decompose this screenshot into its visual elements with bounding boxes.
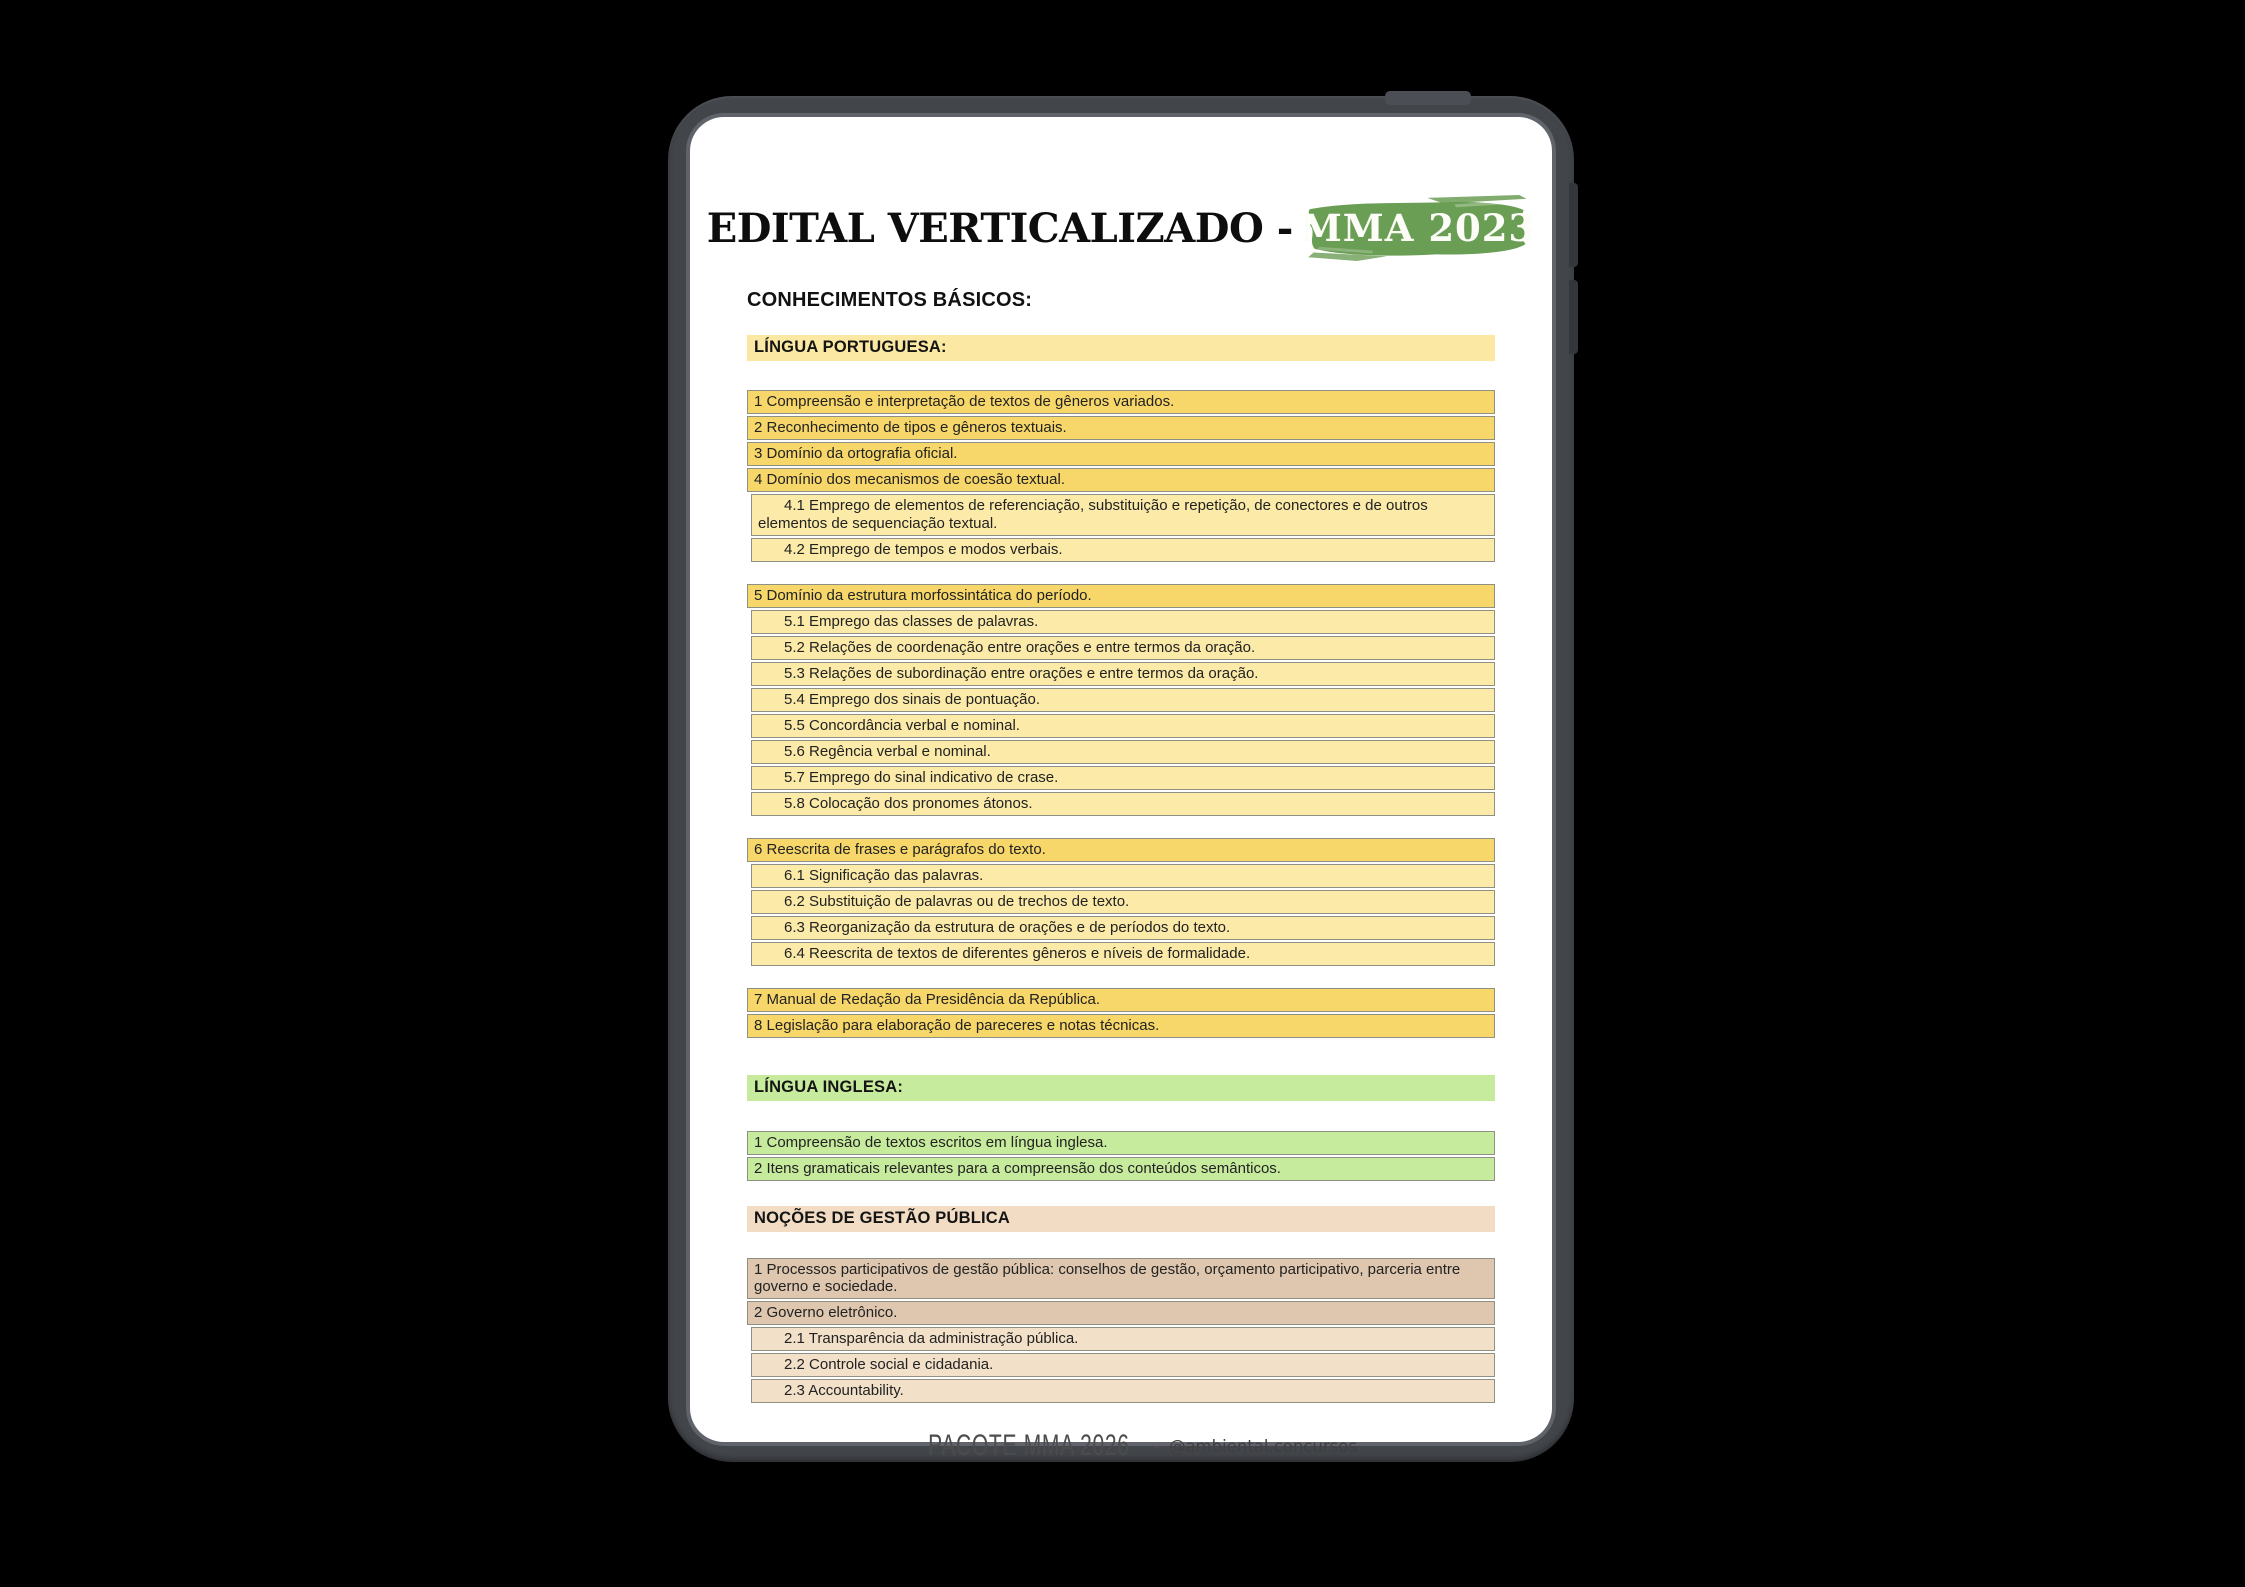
item-group [747, 390, 1495, 562]
syllabus-sections [747, 335, 1495, 1403]
tablet-device [668, 96, 1574, 1462]
section-gestao [747, 1206, 1495, 1404]
syllabus-item: 5.6 Regência verbal e nominal. [751, 740, 1495, 764]
syllabus-item: 1 Compreensão de textos escritos em língua inglesa. [747, 1131, 1495, 1155]
syllabus-item: 5.5 Concordância verbal e nominal. [751, 714, 1495, 738]
syllabus-item: 5.1 Emprego das classes de palavras. [751, 610, 1495, 634]
section-header-gestao: NOÇÕES DE GESTÃO PÚBLICA [747, 1206, 1495, 1232]
syllabus-item: 6.2 Substituição de palavras ou de trechos de texto. [751, 890, 1495, 914]
volume-up-button [1569, 183, 1578, 267]
item-group [747, 1258, 1495, 1404]
footer-separator: - [1153, 1435, 1160, 1456]
syllabus-item: 5 Domínio da estrutura morfossintática do período. [747, 584, 1495, 608]
syllabus-item: 8 Legislação para elaboração de pareceres e notas técnicas. [747, 1014, 1495, 1038]
syllabus-item: 4.1 Emprego de elementos de referenciação, substituição e repetição, de conectores e de outros elementos de sequenciação textual. [751, 494, 1495, 536]
syllabus-item: 2 Governo eletrônico. [747, 1301, 1495, 1325]
title-highlight-text: MMA 2023 [1300, 206, 1536, 250]
volume-down-button [1569, 280, 1578, 354]
syllabus-item: 2.1 Transparência da administração pública. [751, 1327, 1495, 1351]
syllabus-item: 5.3 Relações de subordinação entre orações e entre termos da oração. [751, 662, 1495, 686]
syllabus-item: 6.4 Reescrita de textos de diferentes gêneros e níveis de formalidade. [751, 942, 1495, 966]
syllabus-item: 6.1 Significação das palavras. [751, 864, 1495, 888]
syllabus-item: 2 Itens gramaticais relevantes para a compreensão dos conteúdos semânticos. [747, 1157, 1495, 1181]
syllabus-item: 5.4 Emprego dos sinais de pontuação. [751, 688, 1495, 712]
title-text: EDITAL VERTICALIZADO - [706, 204, 1293, 252]
item-group [747, 838, 1495, 966]
document-title [706, 195, 1536, 261]
syllabus-item: 2.3 Accountability. [751, 1379, 1495, 1403]
syllabus-item: 4 Domínio dos mecanismos de coesão textual. [747, 468, 1495, 492]
footer-brand: PACOTE MMA 2026 [928, 1429, 1130, 1462]
syllabus-item: 3 Domínio da ortografia oficial. [747, 442, 1495, 466]
syllabus-item: 5.2 Relações de coordenação entre orações e entre termos da oração. [751, 636, 1495, 660]
title-highlight [1301, 195, 1535, 261]
page-footer [747, 1429, 1495, 1463]
syllabus-item: 2.2 Controle social e cidadania. [751, 1353, 1495, 1377]
syllabus-item: 7 Manual de Redação da Presidência da República. [747, 988, 1495, 1012]
section-portuguesa [747, 335, 1495, 1038]
section-header-inglesa: LÍNGUA INGLESA: [747, 1075, 1495, 1101]
item-group [747, 584, 1495, 816]
syllabus-item: 5.8 Colocação dos pronomes átonos. [751, 792, 1495, 816]
item-group [747, 1131, 1495, 1181]
syllabus-item: 5.7 Emprego do sinal indicativo de crase. [751, 766, 1495, 790]
section-header-portuguesa: LÍNGUA PORTUGUESA: [747, 335, 1495, 361]
syllabus-item: 1 Processos participativos de gestão pública: conselhos de gestão, orçamento participativo, parceria entre governo e sociedade. [747, 1258, 1495, 1300]
syllabus-item: 1 Compreensão e interpretação de textos de gêneros variados. [747, 390, 1495, 414]
power-button [1385, 91, 1471, 105]
syllabus-item: 6.3 Reorganização da estrutura de orações e de períodos do texto. [751, 916, 1495, 940]
syllabus-item: 4.2 Emprego de tempos e modos verbais. [751, 538, 1495, 562]
page-heading: CONHECIMENTOS BÁSICOS: [747, 289, 1033, 311]
syllabus-item: 2 Reconhecimento de tipos e gêneros textuais. [747, 416, 1495, 440]
item-group [747, 988, 1495, 1038]
section-inglesa [747, 1075, 1495, 1181]
footer-handle: @ambiental.concursos [1168, 1436, 1357, 1456]
syllabus-item: 6 Reescrita de frases e parágrafos do texto. [747, 838, 1495, 862]
document-page [690, 195, 1552, 1520]
tablet-screen[interactable] [690, 117, 1552, 1462]
